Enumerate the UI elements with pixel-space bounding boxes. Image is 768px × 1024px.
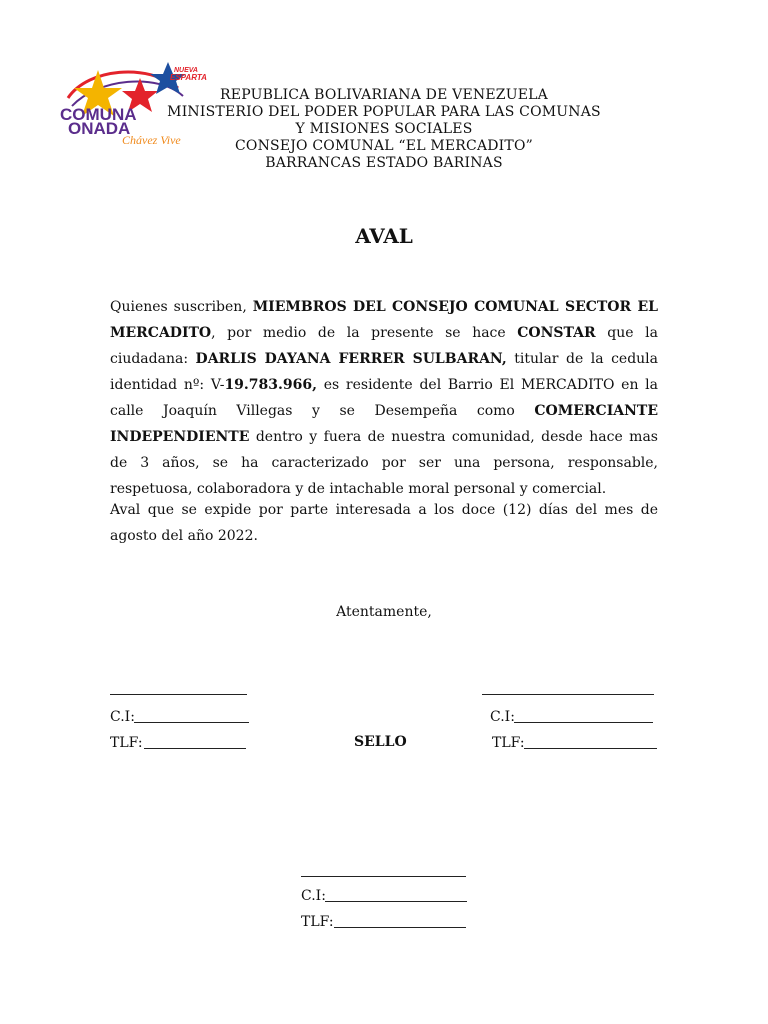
document-title: AVAL bbox=[355, 224, 413, 248]
logo-word-comuna: COMUNA bbox=[60, 105, 137, 124]
p1-bold-constar: CONSTAR bbox=[517, 325, 596, 341]
bottom-tlf-line bbox=[334, 927, 466, 928]
logo-esparta: ESPARTA bbox=[170, 73, 207, 82]
right-tlf-label: TLF: bbox=[492, 735, 525, 751]
left-tlf-label: TLF: bbox=[110, 735, 143, 751]
header-line-1: REPUBLICA BOLIVARIANA DE VENEZUELA bbox=[220, 87, 548, 103]
p1-text-g: titular de la cedula identidad nº: V- bbox=[110, 351, 658, 393]
sello-label: SELLO bbox=[354, 734, 407, 750]
p1-bold-id: 19.783.966, bbox=[224, 377, 317, 393]
body-paragraph-1 bbox=[110, 294, 658, 502]
right-signature-line bbox=[482, 694, 654, 695]
document-header bbox=[150, 87, 618, 172]
bottom-tlf-label: TLF: bbox=[301, 914, 334, 930]
p1-bold-occupation: COMERCIANTE INDEPENDIENTE bbox=[110, 403, 658, 445]
logo-word-onada: ONADA bbox=[68, 119, 131, 138]
header-line-5: BARRANCAS ESTADO BARINAS bbox=[265, 155, 503, 171]
left-signature-line bbox=[110, 694, 247, 695]
header-line-3: Y MISIONES SOCIALES bbox=[295, 121, 473, 137]
closing-text: Atentamente, bbox=[336, 604, 432, 620]
left-tlf-line bbox=[144, 748, 246, 749]
header-line-2: MINISTERIO DEL PODER POPULAR PARA LAS COMUNAS bbox=[167, 104, 601, 120]
p1-bold-members: MIEMBROS DEL CONSEJO COMUNAL SECTOR EL MERCADITO bbox=[110, 299, 658, 341]
header-line-4: CONSEJO COMUNAL “EL MERCADITO” bbox=[235, 138, 533, 154]
bottom-ci-label: C.I: bbox=[301, 888, 326, 904]
bottom-ci-line bbox=[325, 901, 467, 902]
logo-tagline: Chávez Vive bbox=[122, 133, 181, 147]
right-tlf-line bbox=[524, 748, 657, 749]
p1-text-c: , por medio de la presente se hace bbox=[211, 325, 518, 341]
p1-text-i: es residente del Barrio El MERCADITO en la calle Joaquín Villegas y se Desempeña como bbox=[110, 377, 658, 419]
p1-text-k: dentro y fuera de nuestra comunidad, desde hace mas de 3 años, se ha caracterizado por ser una persona, responsable, respetuosa, colaboradora y de intachable moral personal y comercial. bbox=[110, 429, 658, 497]
p1-text-e: que la ciudadana: bbox=[110, 325, 658, 367]
logo-nueva: NUEVA bbox=[174, 67, 198, 74]
left-ci-line bbox=[134, 722, 249, 723]
left-ci-label: C.I: bbox=[110, 709, 135, 725]
body-paragraph-2: Aval que se expide por parte interesada a los doce (12) días del mes de agosto del año 2022. bbox=[110, 502, 658, 544]
right-ci-label: C.I: bbox=[490, 709, 515, 725]
p1-text-a: Quienes suscriben, bbox=[110, 299, 253, 315]
bottom-signature-line bbox=[301, 876, 466, 877]
right-ci-line bbox=[514, 722, 653, 723]
p1-bold-name: DARLIS DAYANA FERRER SULBARAN, bbox=[195, 351, 507, 367]
